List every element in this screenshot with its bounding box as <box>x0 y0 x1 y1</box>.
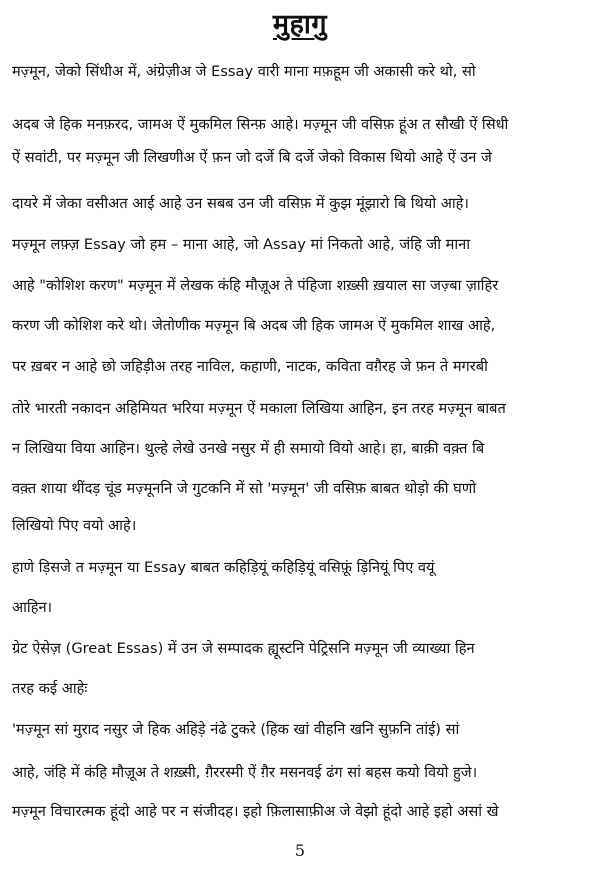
page-title: मुहागु <box>272 9 328 40</box>
paragraph-4-line-2: तरह कई आहेः <box>12 680 88 697</box>
paragraph-5-line-3: मज़्मून विचारत्मक हूंदो आहे पर न संजीदह। इहो फ़िलासाफ़ीअ जे वेझो हूंदो आहे इहो असां खे <box>12 803 499 820</box>
paragraph-2-line-8: लिखियो पिए वयो आहे। <box>12 517 137 534</box>
paragraph-2-line-7: वक़्त शाया थींदड़ चूंड मज़्मूननि जे गुटकनि में सो 'मज़्मून' जी वसिफ़ बाबत थोड़ो की घणो <box>12 480 477 497</box>
paragraph-2-line-6: न लिखिया विया आहिन। थुल्हे लेखे उनखे नसुर में ही समायो वियो आहे। हा, बाक़ी वक़्त बि <box>12 440 485 457</box>
paragraph-3-line-2: आहिन। <box>12 599 53 616</box>
paragraph-5-line-1: 'मज़्मून सां मुराद नसुर जे हिक अहिड़े नंढे टुकरे (हिक खां वीहनि खनि सुफ़नि तांई) सां <box>12 721 460 738</box>
paragraph-2-line-4: पर ख़बर न आहे छो जहिड़ीअ तरह नाविल, कहाणी, नाटक, कविता वग़ैरह जे फ़न ते मगरबी <box>12 358 488 375</box>
paragraph-2-line-1: मज़्मून लफ़्ज़ Essay जो हम – माना आहे, जो Assay मां निकतो आहे, जंहि जी माना <box>12 236 471 253</box>
paragraph-5-line-2: आहे, जंहि में कंहि मौज़ूअ ते शख़्सी, ग़ैररस्मी ऐं ग़ैर मसनवई ढंग सां बहस कयो वियो हुजे। <box>12 764 478 781</box>
paragraph-2-line-5: तोरे भारती नकादन अहिमियत भरिया मज़्मून ऐं मकाला लिखिया आहिन, इन तरह मज़्मून बाबत <box>12 400 506 417</box>
paragraph-1-line-4: दायरे में जेका वसीअत आई आहे उन सबब उन जी वसिफ़ में कुझ मूंझारो बि थियो आहे। <box>12 195 469 212</box>
paragraph-2-line-2: आहे "कोशिश करण" मज़्मून में लेखक कंहि मौज़ूअ ते पंहिजा शख़्सी ख़याल सा जज़्बा ज़ाहिर <box>12 277 499 294</box>
paragraph-3-line-1: हाणे ड़िसजे त मज़्मून या Essay बाबत कहिड़ियूं कहिड़ियूं वसिफ़ूं ड़िनियूं पिए वयूं <box>12 559 435 576</box>
paragraph-1-line-3: ऐं सवांटी, पर मज़्मून जी लिखणीअ ऐं फ़न जो दर्जे बि दर्जे जेको विकास थियो आहे ऐं उन जे <box>12 149 492 166</box>
paragraph-1-line-2: अदब जे हिक मनफ़रद, जामअ ऐं मुकमिल सिन्फ़ आहे। मज़्मून जी वसिफ़ हूंअ त सौखी ऐं सिधी <box>12 116 509 133</box>
page-number: 5 <box>294 841 306 860</box>
paragraph-1-line-1: मज़्मून, जेको सिंधीअ में, अंग्रेज़ीअ जे Essay वारी माना मफ़हूम जी अकासी करे थो, सो <box>12 63 476 80</box>
paragraph-2-line-3: करण जी कोशिश करे थो। जेतोणीक मज़्मून बि अदब जी हिक जामअ ऐं मुकमिल शाख आहे, <box>12 317 496 334</box>
paragraph-4-line-1: ग्रेट ऐसेज़ (Great Essas) में उन जे सम्पादक ह्यूस्टनि पेट्रिसनि मज़्मून जी व्याख्या हिन <box>12 640 475 657</box>
